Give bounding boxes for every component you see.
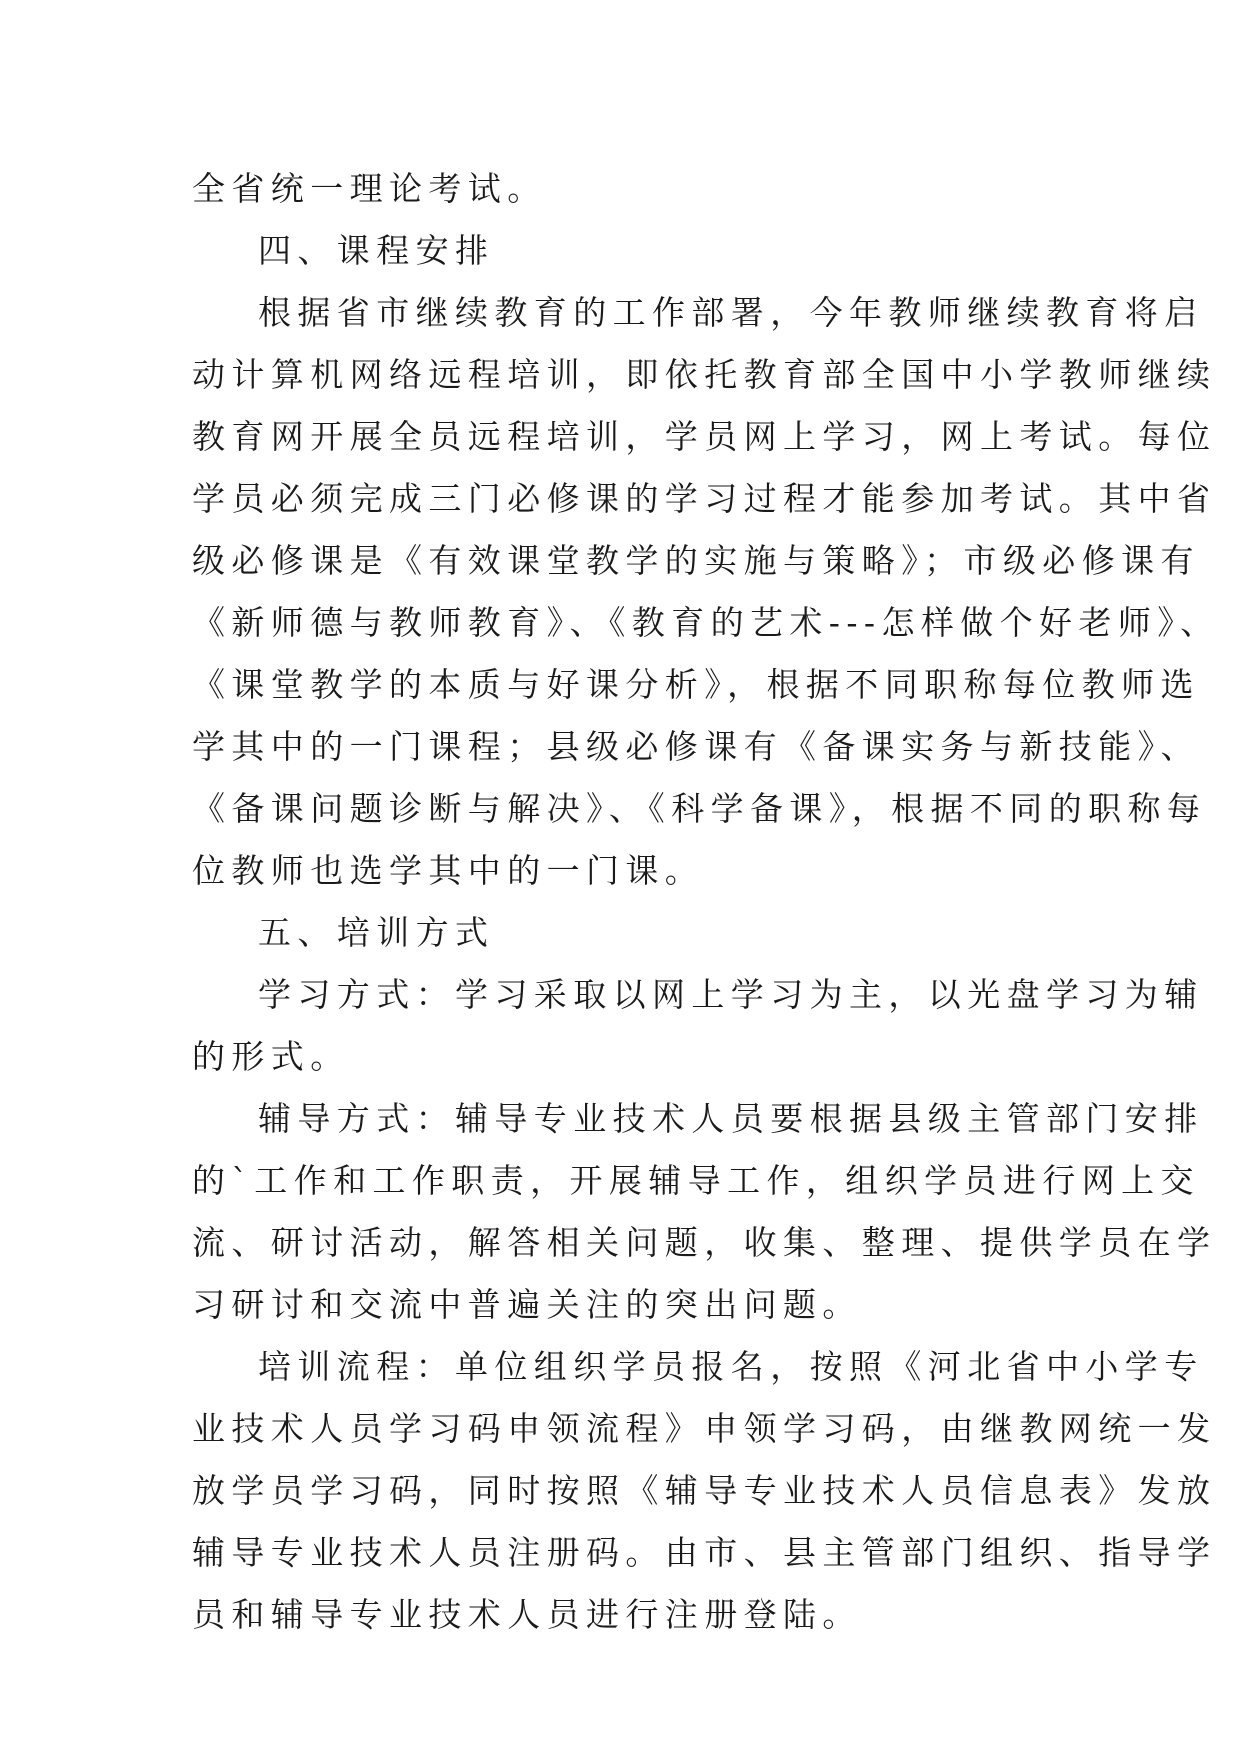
text-line: 根据省市继续教育的工作部署，今年教师继续教育将启 [258, 293, 1204, 332]
text-line: 流、研讨活动，解答相关问题，收集、整理、提供学员在学 [192, 1223, 1217, 1262]
text-line: 学其中的一门课程；县级必修课有《备课实务与新技能》、 [192, 727, 1200, 766]
text-line: 学习方式：学习采取以网上学习为主，以光盘学习为辅 [258, 975, 1204, 1014]
text-line: 学员必须完成三门必修课的学习过程才能参加考试。其中省 [192, 479, 1217, 518]
text-line: 的形式。 [192, 1037, 350, 1076]
section-heading: 五、培训方式 [258, 913, 495, 952]
text-line: 业技术人员学习码申领流程》申领学习码，由继教网统一发 [192, 1409, 1217, 1448]
text-line: 辅导方式：辅导专业技术人员要根据县级主管部门安排 [258, 1099, 1204, 1138]
text-line: 《课堂教学的本质与好课分析》，根据不同职称每位教师选 [192, 665, 1200, 704]
text-line: 的`工作和工作职责，开展辅导工作，组织学员进行网上交 [192, 1161, 1200, 1200]
text-line: 培训流程：单位组织学员报名，按照《河北省中小学专 [258, 1347, 1204, 1386]
text-line: 位教师也选学其中的一门课。 [192, 851, 705, 890]
text-line: 全省统一理论考试。 [192, 169, 547, 208]
text-line: 《新师德与教师教育》、《教育的艺术---怎样做个好老师》、 [192, 603, 1220, 642]
text-line: 员和辅导专业技术人员进行注册登陆。 [192, 1595, 862, 1634]
text-line: 《备课问题诊断与解决》、《科学备课》，根据不同的职称每 [192, 789, 1207, 828]
text-line: 级必修课是《有效课堂教学的实施与策略》；市级必修课有 [192, 541, 1200, 580]
text-line: 动计算机网络远程培训，即依托教育部全国中小学教师继续 [192, 355, 1217, 394]
section-heading: 四、课程安排 [258, 231, 495, 270]
text-line: 教育网开展全员远程培训，学员网上学习，网上考试。每位 [192, 417, 1217, 456]
text-line: 习研讨和交流中普遍关注的突出问题。 [192, 1285, 862, 1324]
text-line: 辅导专业技术人员注册码。由市、县主管部门组织、指导学 [192, 1533, 1217, 1572]
text-line: 放学员学习码，同时按照《辅导专业技术人员信息表》发放 [192, 1471, 1217, 1510]
document-page [192, 158, 1220, 1646]
